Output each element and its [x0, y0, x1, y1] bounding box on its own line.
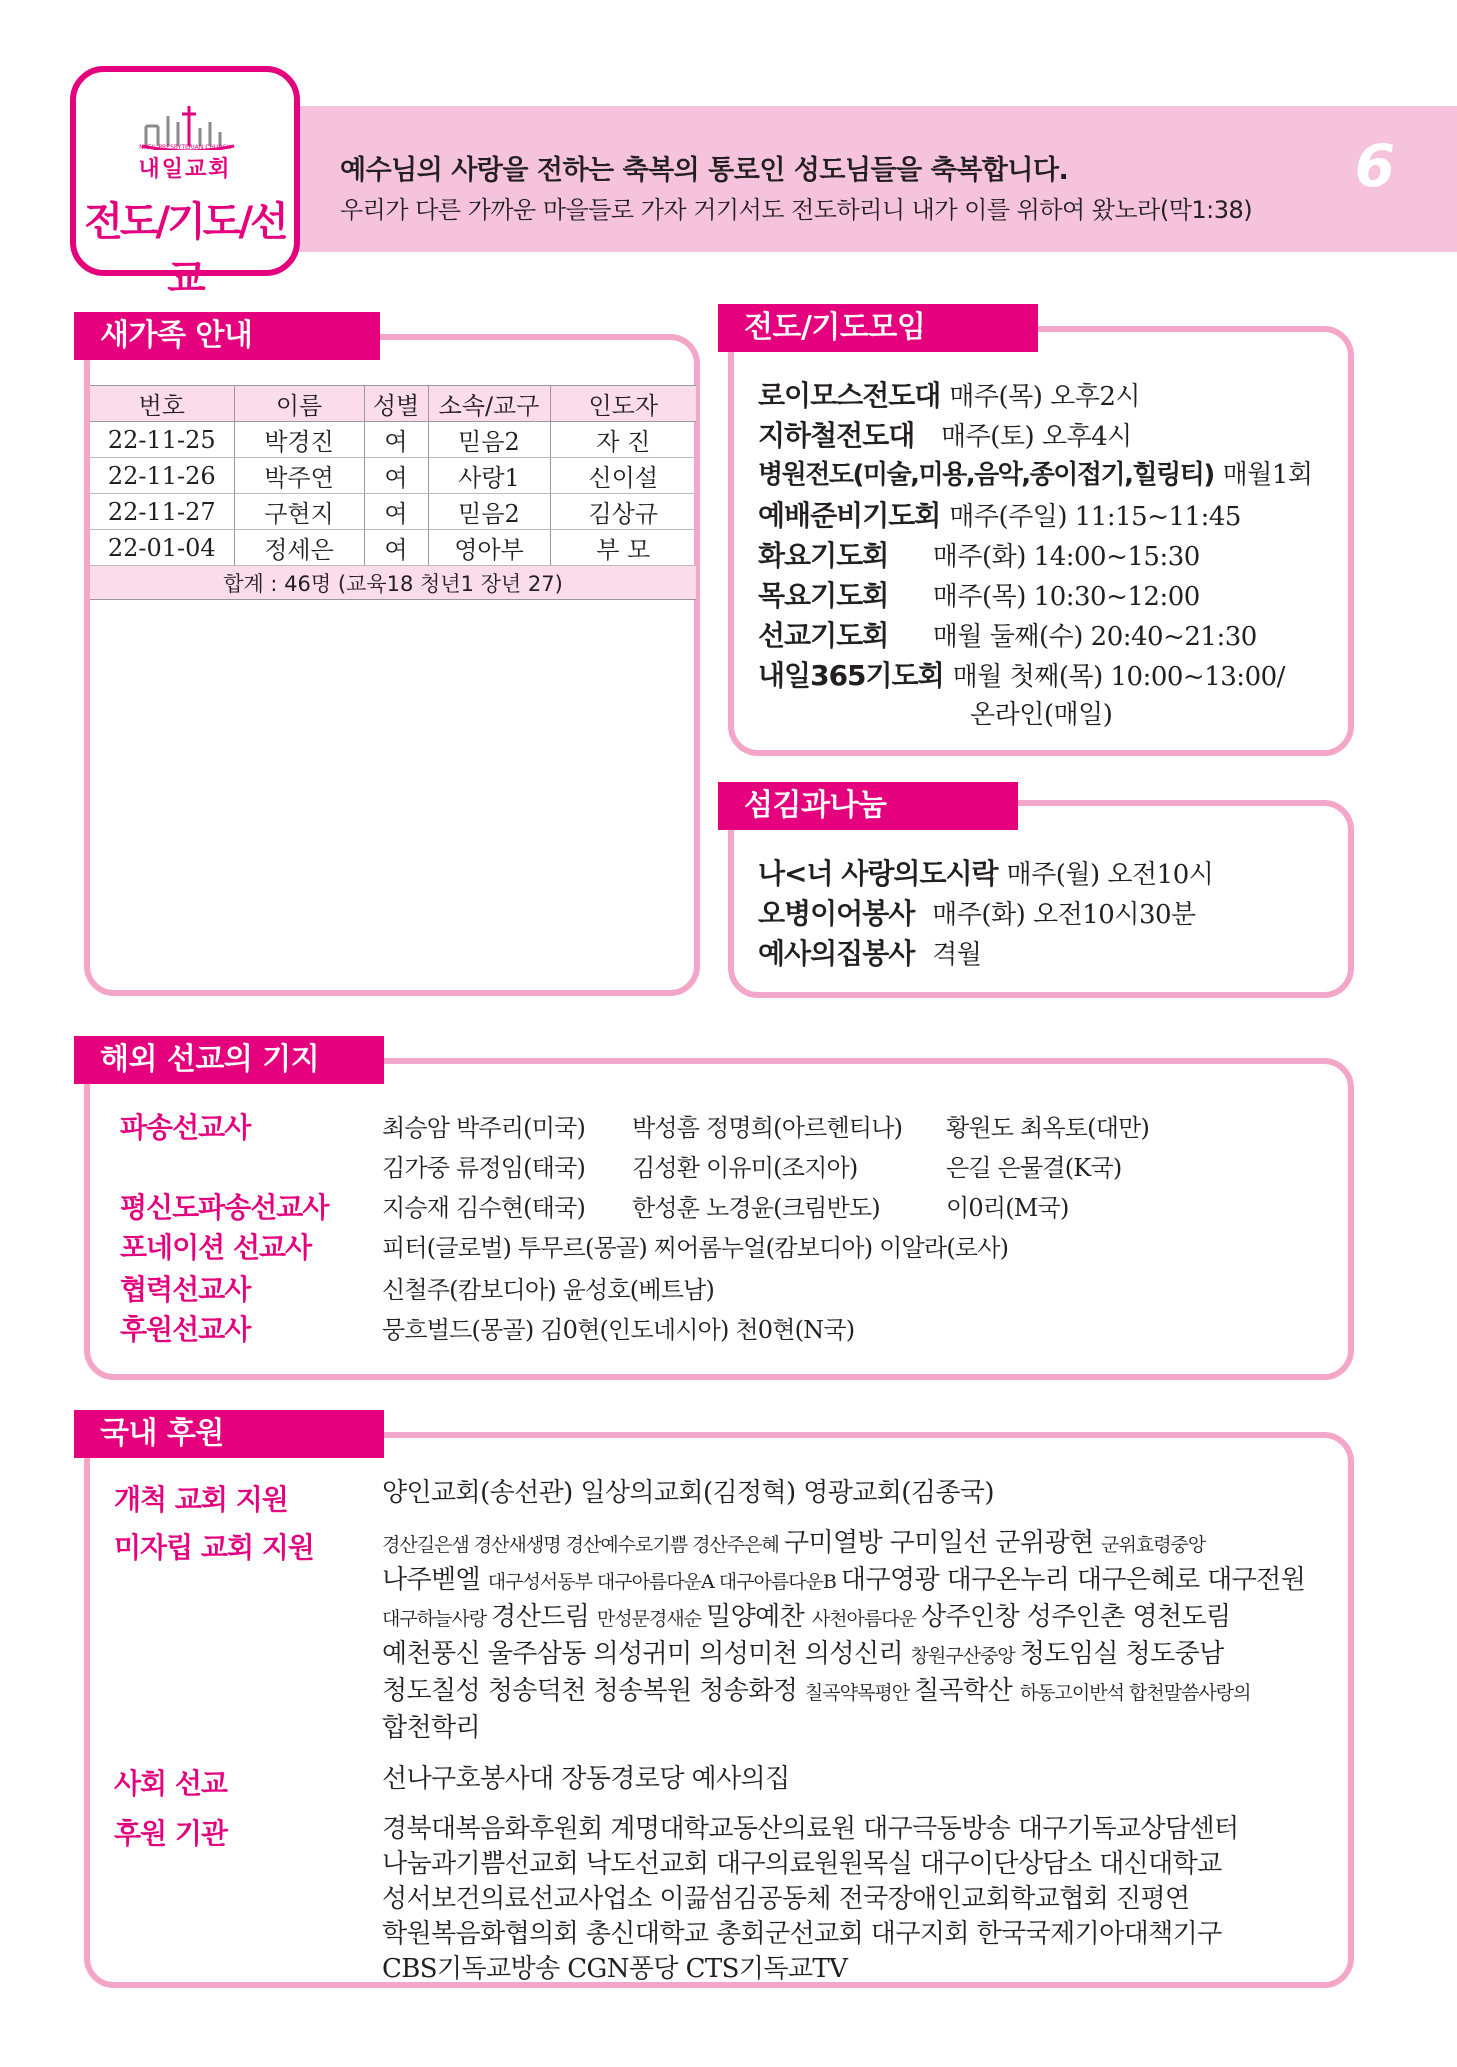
schedule-name: 병원전도(미술,미용,음악,종이접기,힐링티) — [758, 460, 1214, 490]
schedule-name: 화요기도회 — [758, 539, 889, 572]
schedule-continuation: 온라인(매일) — [970, 700, 1113, 730]
mission-label: 포네이션 선교사 — [120, 1231, 312, 1264]
schedule-name: 로이모스전도대 — [758, 379, 941, 412]
schedule-name: 내일365기도회 — [758, 659, 944, 692]
logo-box — [70, 66, 300, 302]
column-header: 번호 — [90, 386, 234, 422]
schedule-row — [758, 892, 1196, 932]
schedule-time: 매주(토) 오후4시 — [941, 422, 1132, 452]
column-header: 소속/교구 — [428, 386, 550, 422]
schedule-time: 매월 첫째(목) 10:00~13:00/ — [952, 662, 1285, 692]
missionary-entry: 최승암 박주리(미국) — [382, 1114, 586, 1142]
table-cell: 부 모 — [550, 530, 696, 566]
missionary-entry: 신철주(캄보디아) 윤성호(베트남) — [382, 1276, 715, 1304]
table-total-row — [90, 566, 696, 600]
church-line: 대구하늘사랑 경산드림 만성문경새순 밀양예찬 사천아름다운 상주인창 성주인촌 영천도림 — [382, 1602, 1231, 1632]
schedule-row — [758, 574, 1200, 614]
table-cell: 여 — [364, 530, 428, 566]
table-row — [90, 494, 696, 530]
missionary-entry: 지승재 김수현(태국) — [382, 1194, 586, 1222]
table-row — [90, 422, 696, 458]
page-number: 6 — [1354, 132, 1395, 200]
schedule-name: 오병이어봉사 — [758, 897, 915, 930]
schedule-row — [758, 414, 1132, 454]
logo-name: 내일교회 — [138, 157, 232, 182]
column-header: 인도자 — [550, 386, 696, 422]
table-cell: 김상규 — [550, 494, 696, 530]
schedule-name: 예배준비기도회 — [758, 499, 941, 532]
missionary-entry: 은길 은물결(K국) — [946, 1154, 1122, 1182]
header-band — [290, 106, 1457, 252]
column-header: 성별 — [364, 386, 428, 422]
table-header-row — [90, 386, 696, 422]
missionary-entry: 피터(글로벌) 투무르(몽골) 찌어롬누얼(캄보디아) 이알라(로사) — [382, 1234, 1009, 1262]
schedule-time: 매주(주일) 11:15~11:45 — [949, 502, 1241, 532]
table-cell: 박경진 — [234, 422, 364, 458]
table-cell: 구현지 — [234, 494, 364, 530]
church-line: 청도칠성 청송덕천 청송복원 청송화정 칠곡약목평안 칠곡학산 하동고이반석 합천말씀사랑의 — [382, 1676, 1251, 1706]
missionary-entry: 김성환 이유미(조지아) — [632, 1154, 858, 1182]
table-cell: 여 — [364, 458, 428, 494]
schedule-row — [758, 852, 1213, 892]
missionary-entry: 한성훈 노경윤(크림반도) — [632, 1194, 880, 1222]
church-line: 경산길은샘 경산새생명 경산예수로기쁨 경산주은혜 구미열방 구미일선 군위광현 군위효령중앙 — [382, 1528, 1206, 1558]
schedule-row — [758, 534, 1200, 574]
missionary-entry: 박성흠 정명희(아르헨티나) — [632, 1114, 903, 1142]
church-line: 합천학리 — [382, 1713, 481, 1743]
domestic-tab: 국내 후원 — [74, 1410, 384, 1458]
table-cell: 22-11-25 — [90, 422, 234, 458]
schedule-row — [758, 654, 1285, 694]
mission-label: 협력선교사 — [120, 1273, 251, 1306]
missionary-entry: 김가중 류정임(태국) — [382, 1154, 586, 1182]
support-label: 후원 기관 — [114, 1817, 227, 1850]
table-cell: 여 — [364, 494, 428, 530]
schedule-name: 목요기도회 — [758, 579, 889, 612]
schedule-time: 매주(화) 14:00~15:30 — [932, 542, 1200, 572]
support-label: 사회 선교 — [114, 1767, 227, 1800]
prayer-tab: 전도/기도모임 — [718, 304, 1038, 352]
verse: 우리가 다른 가까운 마을들로 가자 거기서도 전도하리니 내가 이를 위하여 왔노라(막1:38) — [340, 196, 1253, 224]
schedule-time: 매월1회 — [1222, 460, 1313, 490]
schedule-time: 매주(목) 10:30~12:00 — [932, 582, 1200, 612]
org-line: 학원복음화협의회 총신대학교 총회군선교회 대구지회 한국국제기아대책기구 — [382, 1919, 1222, 1949]
table-cell: 자 진 — [550, 422, 696, 458]
schedule-time: 매주(목) 오후2시 — [949, 382, 1141, 412]
church-logo-icon — [138, 102, 238, 150]
schedule-name: 선교기도회 — [758, 619, 889, 652]
missionary-entry: 이0리(M국) — [946, 1194, 1069, 1222]
schedule-row — [758, 494, 1241, 534]
org-line: 나눔과기쁨선교회 낙도선교회 대구의료원원목실 대구이단상담소 대신대학교 — [382, 1849, 1222, 1879]
table-cell: 여 — [364, 422, 428, 458]
schedule-row — [758, 374, 1140, 414]
table-cell: 영아부 — [428, 530, 550, 566]
section-title: 전도/기도/선교 — [84, 199, 286, 302]
table-row — [90, 458, 696, 494]
table-cell: 믿음2 — [428, 494, 550, 530]
table-cell: 정세은 — [234, 530, 364, 566]
church-line: 예천풍신 울주삼동 의성귀미 의성미천 의성신리 창원구산중앙 청도임실 청도중남 — [382, 1639, 1224, 1669]
column-header: 이름 — [234, 386, 364, 422]
missionary-entry: 황원도 최옥토(대만) — [946, 1114, 1150, 1142]
church-line: 나주벧엘 대구성서동부 대구아름다운A 대구아름다운B 대구영광 대구온누리 대구은혜로 대구전원 — [382, 1565, 1306, 1595]
overseas-tab: 해외 선교의 기지 — [74, 1036, 384, 1084]
schedule-row — [758, 932, 981, 972]
table-cell: 22-01-04 — [90, 530, 234, 566]
schedule-time: 매주(월) 오전10시 — [1006, 860, 1214, 890]
table-cell: 믿음2 — [428, 422, 550, 458]
logo-subtitle: NAEIL PRESBYTERIAN CHURCH — [139, 144, 231, 151]
schedule-name: 지하철전도대 — [758, 419, 915, 452]
schedule-time: 격월 — [932, 940, 982, 970]
schedule-name: 나<너 사랑의도시락 — [758, 857, 998, 890]
schedule-time: 매주(화) 오전10시30분 — [932, 900, 1196, 930]
schedule-name: 예사의집봉사 — [758, 937, 915, 970]
table-cell: 박주연 — [234, 458, 364, 494]
pioneer-churches: 양인교회(송선관) 일상의교회(김정혁) 영광교회(김종국) — [382, 1478, 994, 1508]
table-total: 합계 : 46명 (교육18 청년1 장년 27) — [90, 566, 696, 600]
social-missions: 선나구호봉사대 장동경로당 예사의집 — [382, 1764, 790, 1794]
new-family-table — [90, 385, 696, 600]
schedule-row — [758, 614, 1257, 654]
table-cell: 22-11-27 — [90, 494, 234, 530]
table-cell: 사랑1 — [428, 458, 550, 494]
unestablished-churches — [382, 1526, 1322, 1746]
table-cell: 22-11-26 — [90, 458, 234, 494]
headline: 예수님의 사랑을 전하는 축복의 통로인 성도님들을 축복합니다. — [340, 155, 1069, 186]
new-family-tab: 새가족 안내 — [74, 312, 380, 360]
org-line: 성서보건의료선교사업소 이끎섬김공동체 전국장애인교회학교협회 진평연 — [382, 1884, 1190, 1914]
support-label: 미자립 교회 지원 — [114, 1531, 314, 1564]
mission-label: 파송선교사 — [120, 1111, 251, 1144]
support-organizations — [382, 1812, 1322, 1987]
org-line: 경북대복음화후원회 계명대학교동산의료원 대구극동방송 대구기독교상담센터 — [382, 1814, 1239, 1844]
schedule-row — [758, 454, 1313, 491]
support-label: 개척 교회 지원 — [114, 1483, 288, 1516]
service-tab: 섬김과나눔 — [718, 782, 1018, 830]
schedule-time: 매월 둘째(수) 20:40~21:30 — [932, 622, 1257, 652]
table-cell: 신이설 — [550, 458, 696, 494]
mission-label: 후원선교사 — [120, 1313, 251, 1346]
mission-label: 평신도파송선교사 — [120, 1191, 329, 1224]
org-line: CBS기독교방송 CGN퐁당 CTS기독교TV — [382, 1954, 848, 1984]
missionary-entry: 뭉흐벌드(몽골) 김0현(인도네시아) 천0현(N국) — [382, 1316, 855, 1344]
table-row — [90, 530, 696, 566]
